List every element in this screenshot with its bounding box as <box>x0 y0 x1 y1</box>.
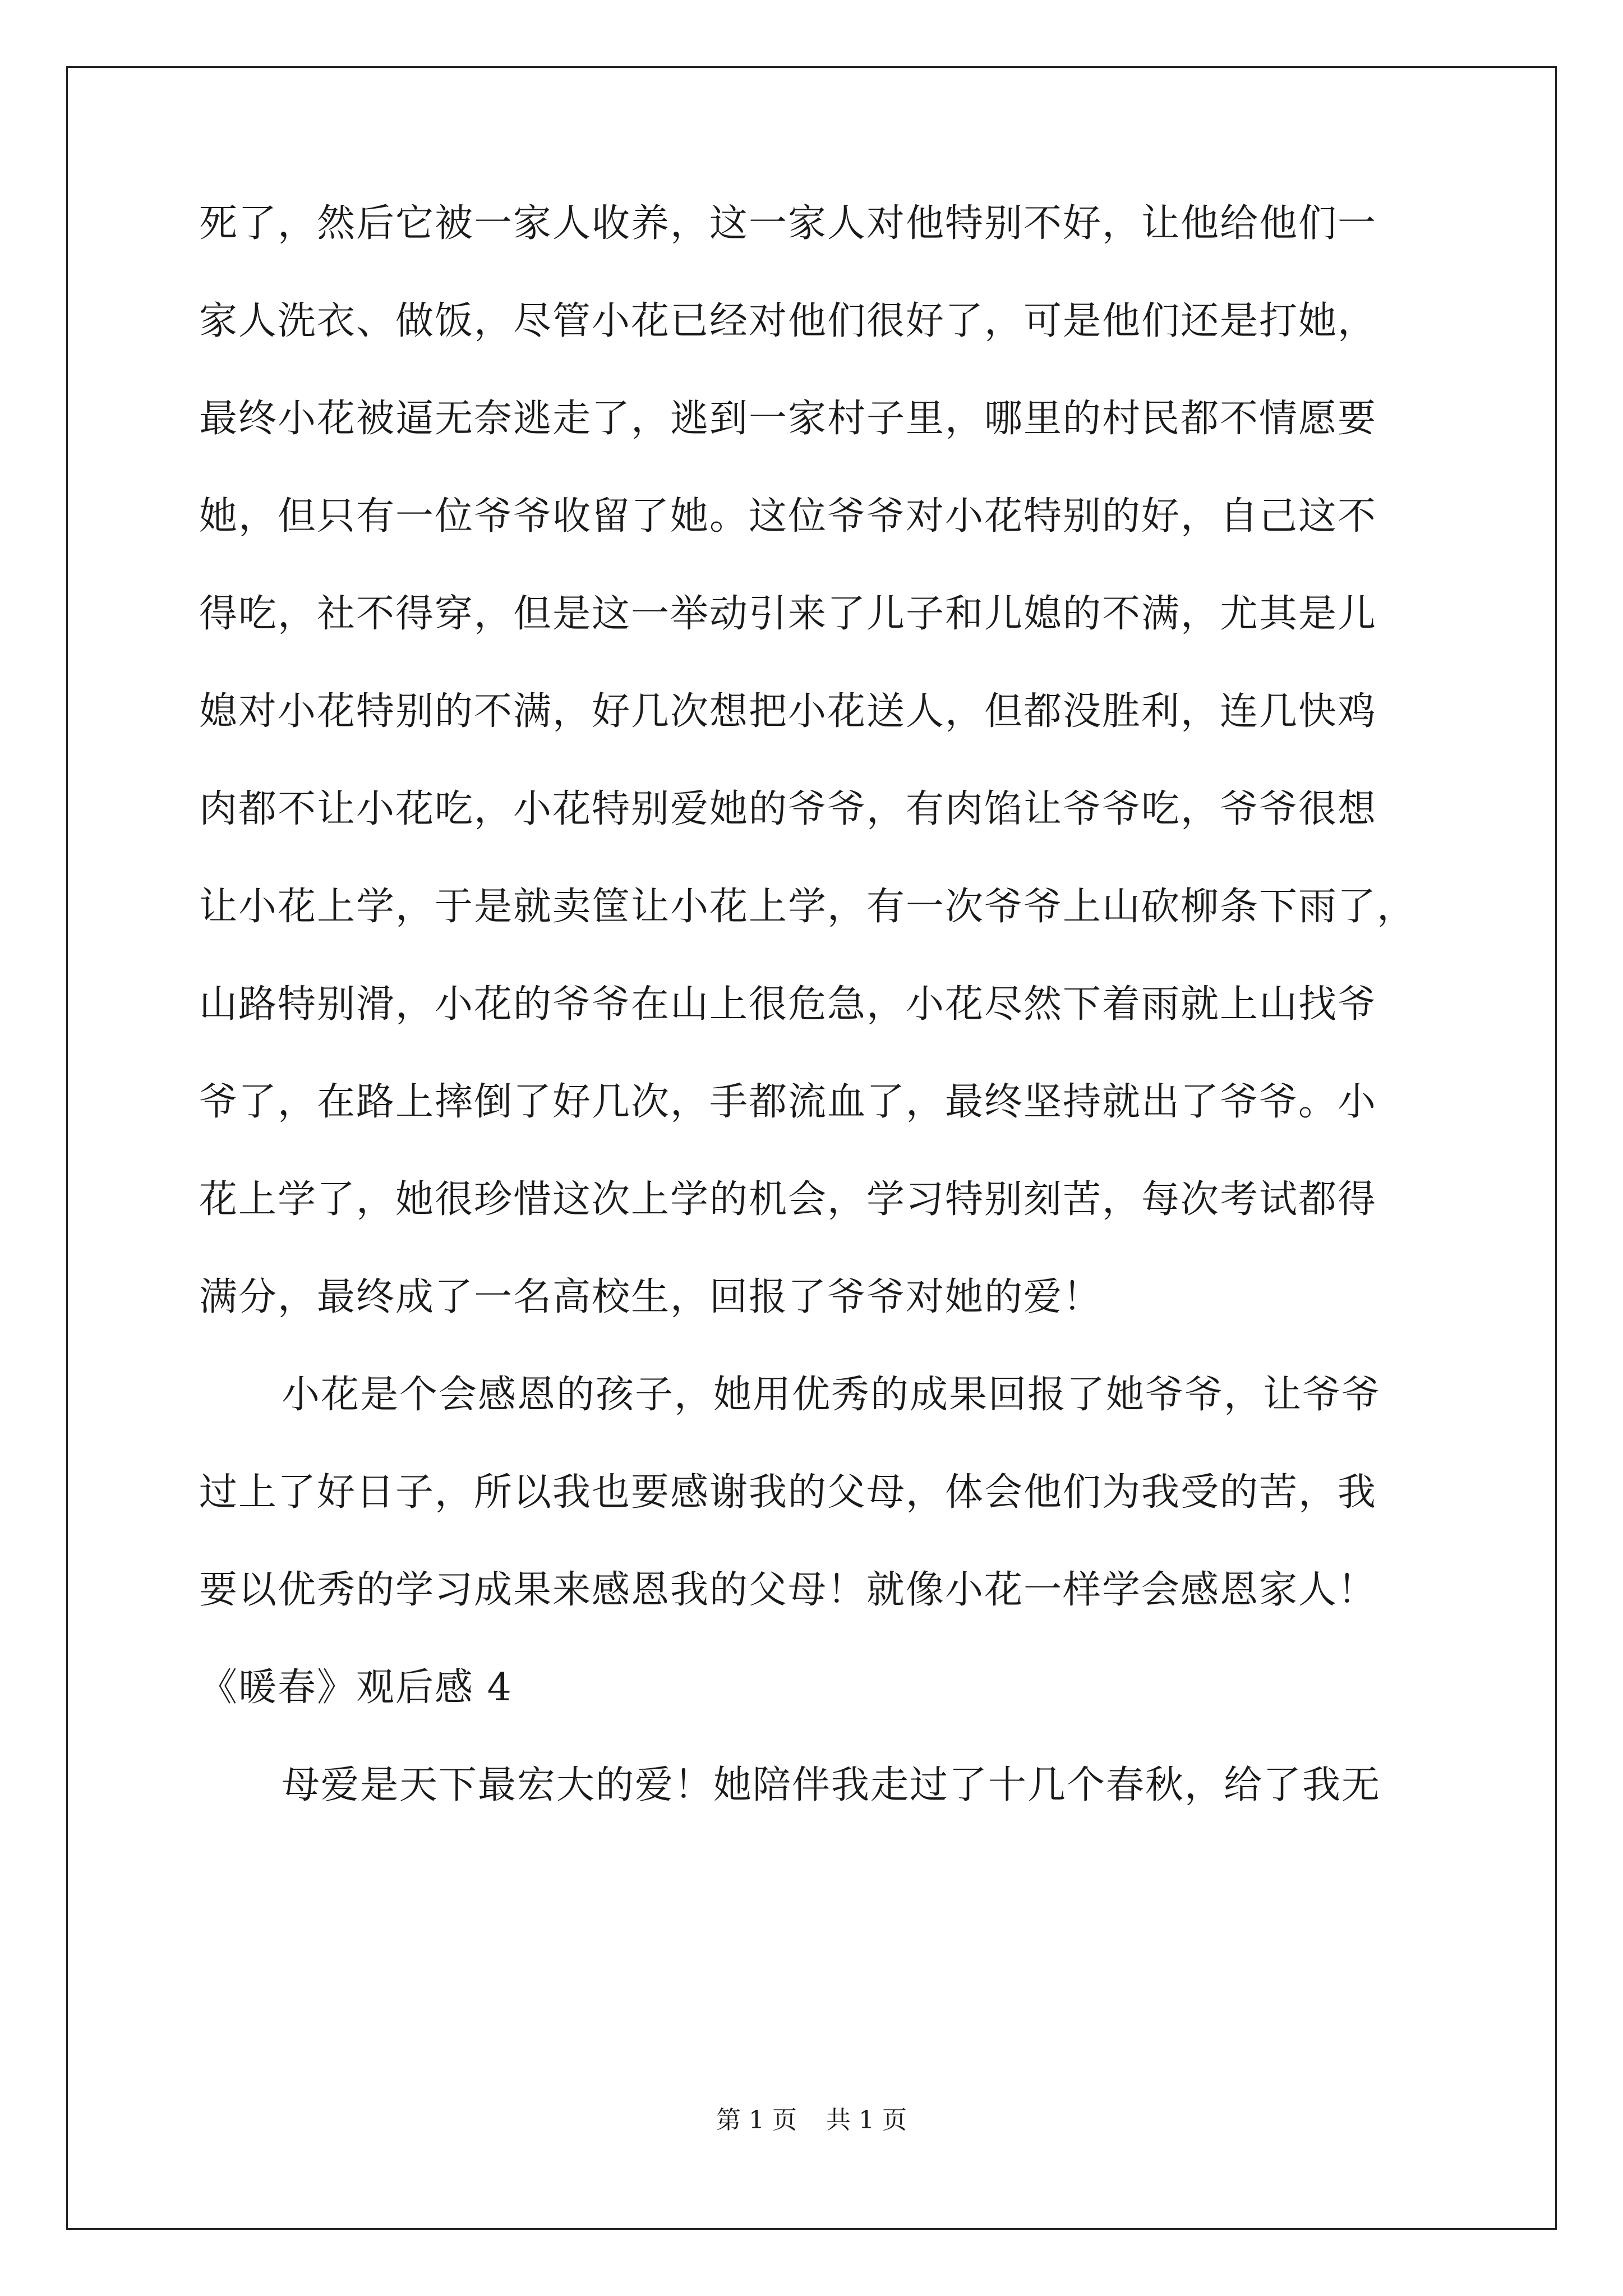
text-line: 肉都不让小花吃，小花特别爱她的爷爷，有肉馅让爷爷吃，爷爷很想 <box>199 787 1377 831</box>
text-line: 爷了，在路上摔倒了好几次，手都流血了，最终坚持就出了爷爷。小 <box>199 1080 1377 1124</box>
text-line: 过上了好日子，所以我也要感谢我的父母，体会他们为我受的苦，我 <box>199 1470 1377 1515</box>
text-line: 媳对小花特别的不满，好几次想把小花送人，但都没胜利，连几快鸡 <box>199 689 1377 734</box>
page-total: 共 1 页 <box>826 2106 907 2134</box>
text-line: 花上学了，她很珍惜这次上学的机会，学习特别刻苦，每次考试都得 <box>199 1177 1377 1222</box>
page-number: 第 1 页 <box>716 2106 797 2134</box>
document-body <box>199 203 1433 1862</box>
text-line: 家人洗衣、做饭，尽管小花已经对他们很好了，可是他们还是打她， <box>199 299 1377 343</box>
text-line: 最终小花被逼无奈逃走了，逃到一家村子里，哪里的村民都不情愿要 <box>199 397 1377 441</box>
text-line: 让小花上学，于是就卖筐让小花上学，有一次爷爷上山砍柳条下雨了， <box>199 885 1417 929</box>
text-line: 她，但只有一位爷爷收留了她。这位爷爷对小花特别的好，自己这不 <box>199 494 1377 539</box>
paragraph-start-line: 小花是个会感恩的孩子，她用优秀的成果回报了她爷爷，让爷爷 <box>282 1373 1381 1417</box>
text-line: 山路特别滑，小花的爷爷在山上很危急，小花尽然下着雨就上山找爷 <box>199 982 1377 1027</box>
page-footer <box>0 2106 1623 2134</box>
text-line: 死了，然后它被一家人收养，这一家人对他特别不好，让他给他们一 <box>199 201 1377 246</box>
text-line: 满分，最终成了一名高校生，回报了爷爷对她的爱！ <box>199 1275 1103 1319</box>
section-heading: 《暖春》观后感 4 <box>199 1665 513 1710</box>
paragraph-start-line: 母爱是天下最宏大的爱！她陪伴我走过了十几个春秋，给了我无 <box>282 1763 1381 1807</box>
text-line: 要以优秀的学习成果来感恩我的父母！就像小花一样学会感恩家人！ <box>199 1568 1377 1612</box>
text-line: 得吃，社不得穿，但是这一举动引来了儿子和儿媳的不满，尤其是儿 <box>199 592 1377 636</box>
